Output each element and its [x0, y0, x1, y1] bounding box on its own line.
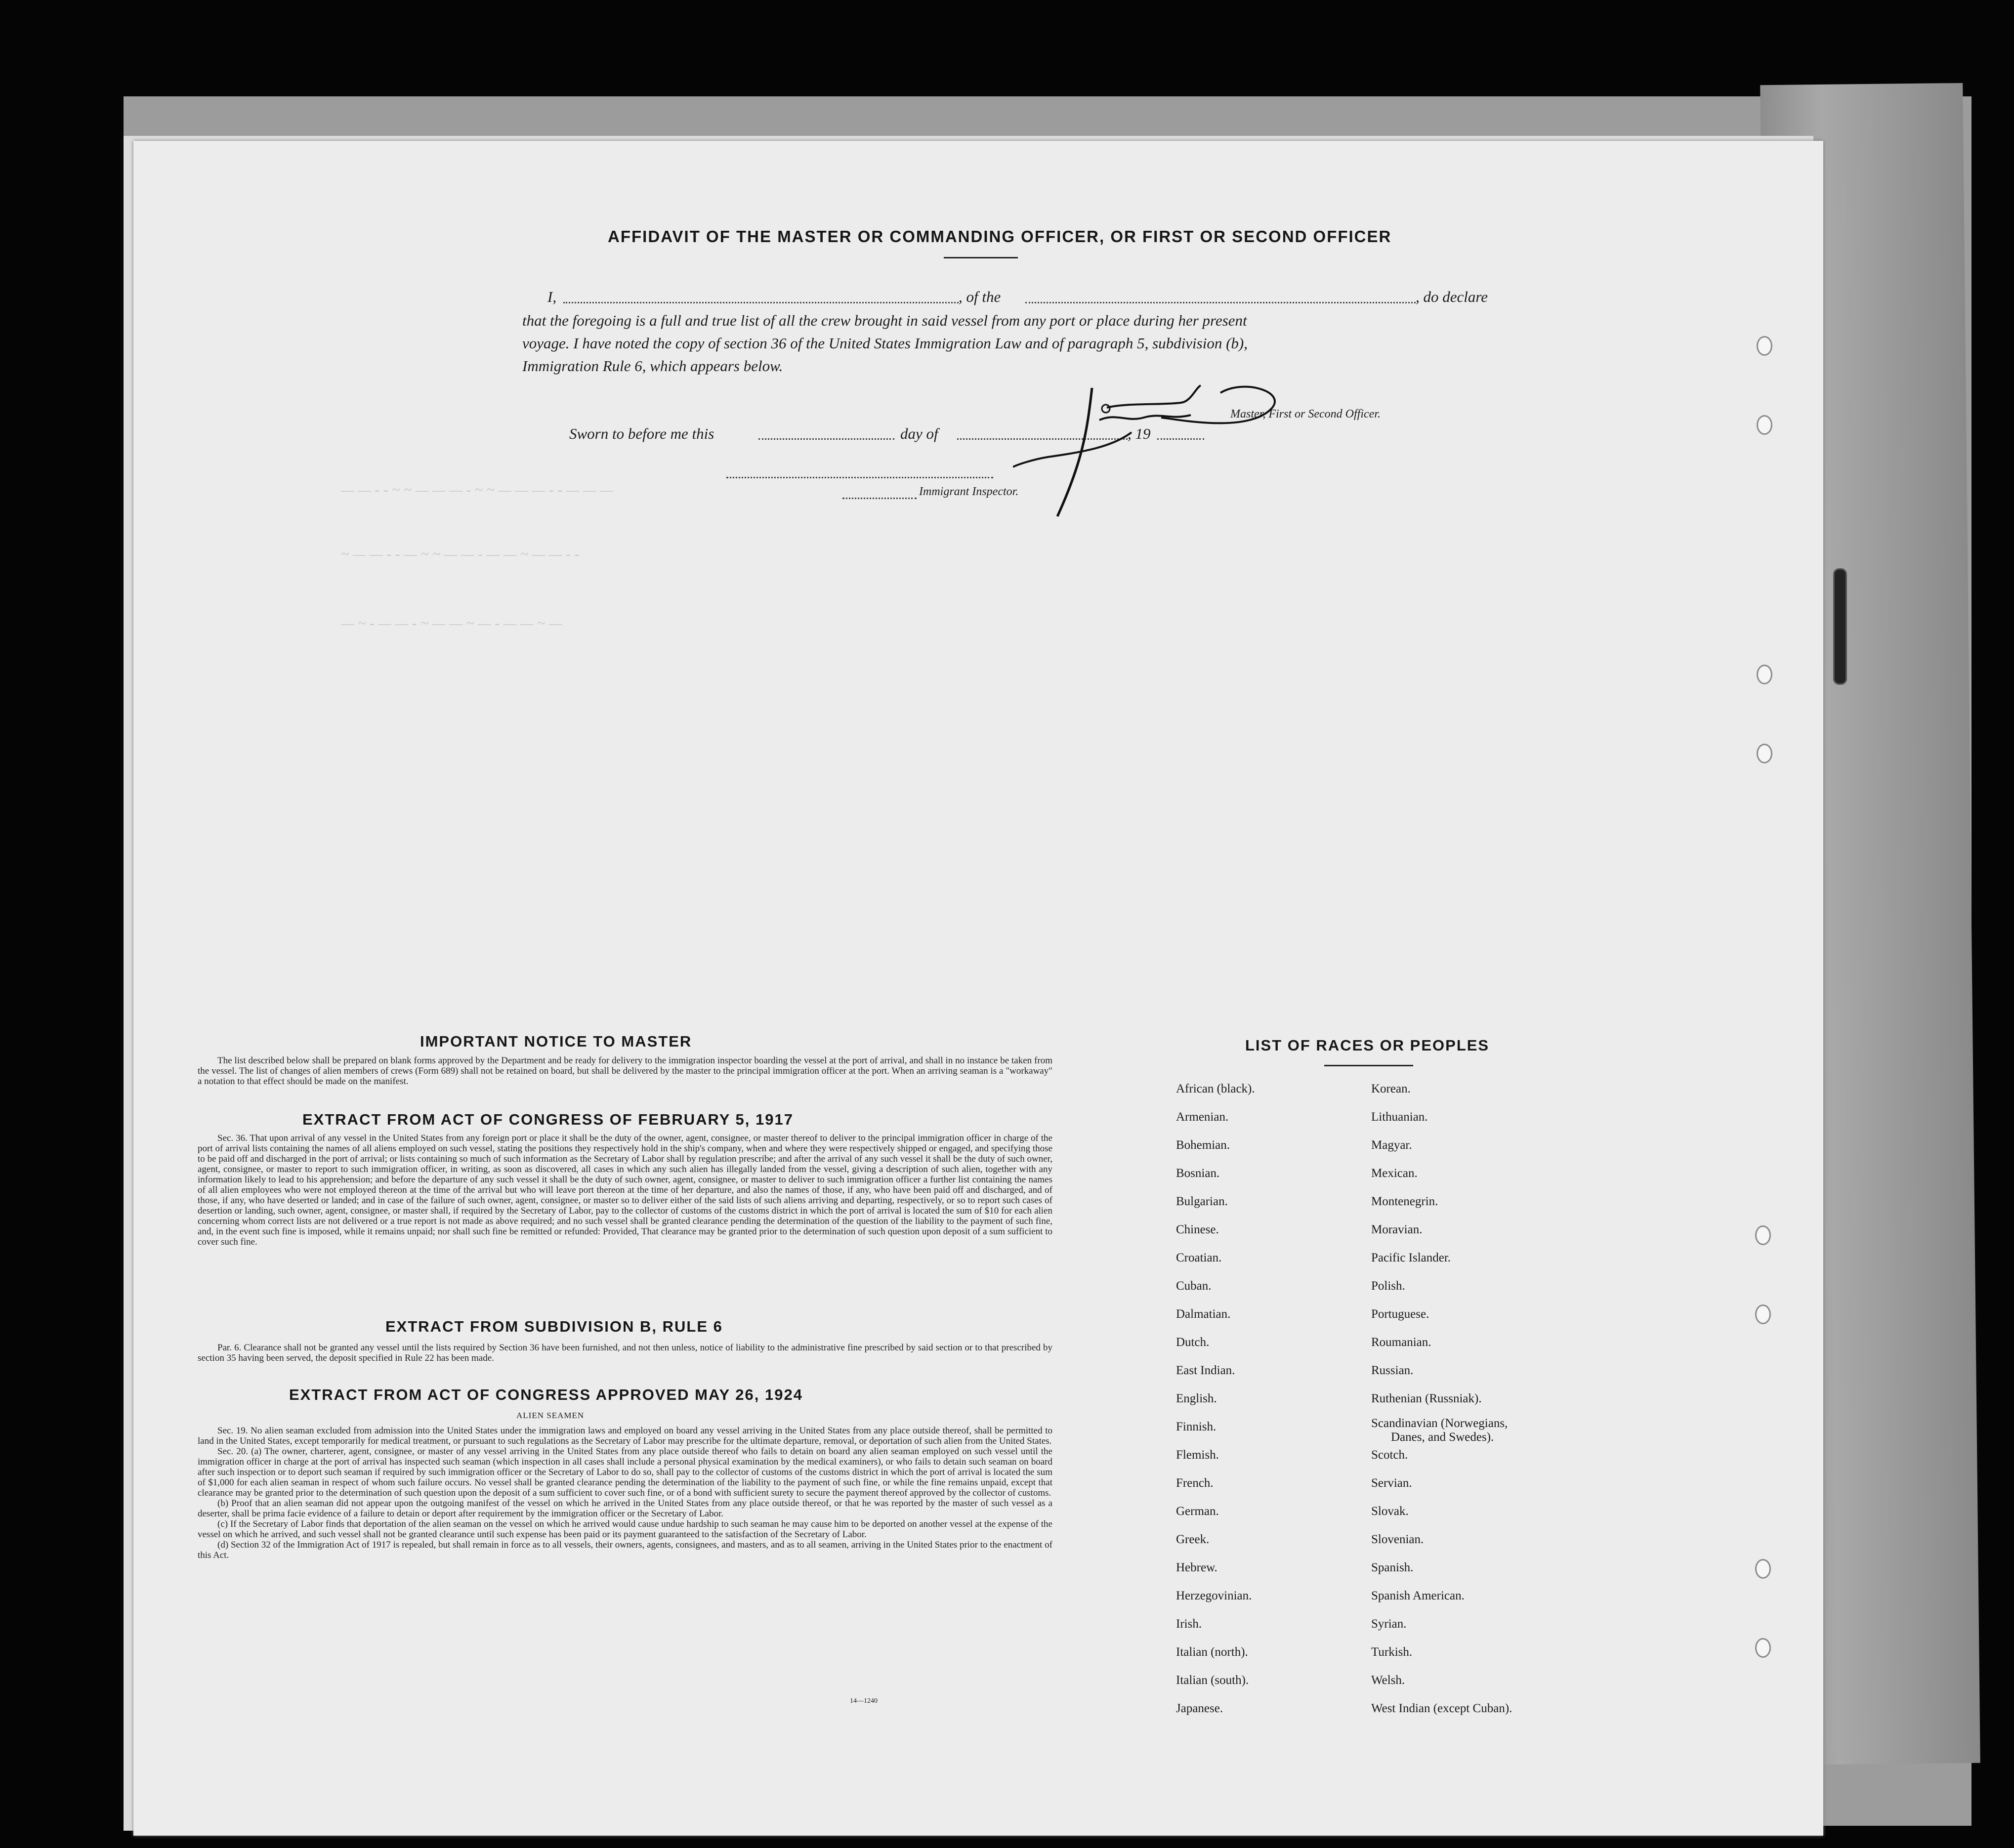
master-label: Master, First or Second Officer. — [1230, 408, 1381, 420]
race-left-item: Hebrew. — [1176, 1561, 1217, 1574]
race-left-item: Italian (south). — [1176, 1674, 1249, 1687]
notice-paragraph: The list described below shall be prepared on blank forms approved by the Department and be ready for delivery to the immigration inspector boarding the vessel at the port of arrival, and shall in no instance be taken from the vessel. The list of changes of alien members of crews (Form 689) shall not be retained on board, but shall be delivered by the master to the principal immigration officer at the port. When an arriving seaman is a "workaway" a notation to that effect should be made on the manifest. — [198, 1055, 1052, 1087]
affidavit-line-3: voyage. I have noted the copy of section 36 of the United States Immigration Law and of paragraph 5, subdivision (b), — [522, 335, 1248, 352]
binder-hole-icon — [1757, 744, 1772, 763]
binder-hole-icon — [1755, 1559, 1771, 1579]
extract-1917-paragraph: Sec. 36. That upon arrival of any vessel in the United States from any foreign port or place it shall be the duty of the owner, agent, consignee, or master thereof to deliver to the principal immigration officer in charge of the port of arrival lists containing the names of all aliens employed on such vessel, stating the positions they respectively hold in the ship's company, when and where they were respectively shipped or engaged, and specifying those to be paid off and discharged in the port of arrival; or lists containing so much of such information as the Secretary of Labor shall by regulation prescribe; and after the arrival of any such vessel it shall be the duty of such owner, agent, consignee, or master to report to such immigration officer, in writing, as soon as discovered, all cases in which any such alien has illegally landed from the vessel, giving a description of such alien, together with any information likely to lead to his apprehension; and before the departure of any such vessel it shall be the duty of such owner, agent, consignee, or master to deliver to such immigration officer a further list containing the names of all alien employees who were not employed thereon at the time of the arrival but who will leave port thereon at the time of her departure, and also the names of those, if any, who have been paid off and discharged, and of those, if any, who have deserted or landed; and in case of the failure of such owner, agent, consignee, or master so to deliver either of the said lists of such aliens arriving and departing, respectively, or so to report such cases of desertion or landing, such owner, agent, consignee, or master shall, if required by the Secretary of Labor, pay to the collector of customs of the customs district in which the port of arrival is located the sum of $10 for each alien concerning whom correct lists are not delivered or a true report is not made as above required; and no such vessel shall be granted clearance pending the determination of the question of the liability to the payment of such fine, and, in the event such fine is imposed, while it remains unpaid; nor shall such fine be remitted or refunded: Provided, That clearance may be granted prior to the determination of such question upon deposit of a sum sufficient to cover such fine. — [198, 1133, 1052, 1247]
notice-title: IMPORTANT NOTICE TO MASTER — [420, 1033, 692, 1050]
race-left-item: Chinese. — [1176, 1223, 1219, 1236]
affidavit-declare: , do declare — [1416, 288, 1488, 305]
race-left-item: Dutch. — [1176, 1336, 1210, 1349]
rule6-text — [198, 1343, 1052, 1377]
affidavit-of-the: , of the — [959, 288, 1001, 305]
race-right-item: Montenegrin. — [1371, 1195, 1438, 1208]
sec-20d-paragraph: (d) Section 32 of the Immigration Act of 1917 is repealed, but shall remain in force as to all vessels, their owners, agents, consignees, and masters, and as to all seamen, arriving in the United States prior to the enactment of this Act. — [198, 1540, 1052, 1560]
binder-hole-icon — [1755, 1638, 1771, 1658]
extract-1917-text — [198, 1133, 1052, 1309]
race-right-item: Polish. — [1371, 1279, 1405, 1293]
races-title-rule — [1324, 1065, 1413, 1066]
race-right-item: Spanish. — [1371, 1561, 1414, 1574]
race-right-item: Syrian. — [1371, 1617, 1407, 1631]
binder-hole-icon — [1757, 336, 1772, 356]
race-left-item: East Indian. — [1176, 1364, 1235, 1377]
handwritten-signature-icon — [1013, 373, 1300, 521]
race-right-item: Moravian. — [1371, 1223, 1423, 1236]
extract-1924-title: EXTRACT FROM ACT OF CONGRESS APPROVED MAY 26, 1924 — [289, 1386, 803, 1403]
race-left-item: African (black). — [1176, 1082, 1255, 1095]
race-left-item: French. — [1176, 1476, 1214, 1490]
form-number: 14—1240 — [850, 1697, 878, 1705]
race-left-item: English. — [1176, 1392, 1217, 1405]
race-left-item: Cuban. — [1176, 1279, 1212, 1293]
race-right-item: Welsh. — [1371, 1674, 1405, 1687]
race-left-item: Bohemian. — [1176, 1138, 1230, 1152]
race-left-item: Flemish. — [1176, 1448, 1219, 1462]
race-left-item: Japanese. — [1176, 1702, 1223, 1715]
race-left-item: Irish. — [1176, 1617, 1202, 1631]
sworn-day-blank[interactable] — [758, 438, 894, 440]
binder-hole-icon — [1757, 665, 1772, 684]
sec-19-paragraph: Sec. 19. No alien seaman excluded from admission into the United States under the immigration laws and employed on board any vessel arriving in the United States from any place outside thereof, shall be permitted to land in the United States, except temporarily for medical treatment, or pursuant to such regulations as the Secretary of Labor may prescribe for the ultimate departure, removal, or deportation of such alien from the United States. — [198, 1426, 1052, 1446]
affidavit-i: I, — [547, 288, 557, 305]
notice-text — [198, 1055, 1052, 1102]
race-right-item: Portuguese. — [1371, 1307, 1429, 1321]
bleed-through-text: — — - - ~ ~ — — — - ~ ~ — — — - - — — — — [341, 482, 613, 498]
day-of-label: day of — [900, 425, 938, 442]
title-rule — [944, 257, 1018, 258]
binder-hole-icon — [1757, 415, 1772, 435]
sec-20a-paragraph: Sec. 20. (a) The owner, charterer, agent, consignee, or master of any vessel arriving in the United States from any place outside thereof who fails to detain on board any alien seaman employed on such vessel until the immigration officer in charge at the port of arrival has inspected such seaman (which inspection in all cases shall include a personal physical examination by the medical examiners), or who fails to detain such seaman on board after such inspection or to deport such seaman if required by such immigration officer or the Secretary of Labor to do so, shall pay to the collector of customs of the customs district in which the port of arrival is located the sum of $1,000 for each alien seaman in respect of whom such failure occurs. No vessel shall be granted clearance pending the determination of the liability to the payment of such fine, or while the fine remains unpaid, except that clearance may be granted prior to the determination of such question upon the deposit of a sum sufficient to cover such fine, or of a bond with sufficient surety to secure the payment thereof approved by the collector of customs. — [198, 1446, 1052, 1498]
extract-1917-title: EXTRACT FROM ACT OF CONGRESS OF FEBRUARY 5, 1917 — [302, 1111, 794, 1128]
races-title: LIST OF RACES OR PEOPLES — [1245, 1037, 1490, 1054]
race-right-item: Spanish American. — [1371, 1589, 1465, 1602]
affidavit-line-2: that the foregoing is a full and true list of all the crew brought in said vessel from any port or place during her present — [522, 312, 1247, 329]
binding-clip-icon — [1833, 568, 1847, 685]
race-right-item: Scotch. — [1371, 1448, 1408, 1462]
race-right-item: Slovenian. — [1371, 1533, 1424, 1546]
race-right-item: Turkish. — [1371, 1645, 1413, 1659]
race-right-item: Servian. — [1371, 1476, 1412, 1490]
sec-20b-paragraph: (b) Proof that an alien seaman did not appear upon the outgoing manifest of the vessel on which he arrived in the United States from any place outside thereof, or that he was reported by the master of such vessel as a deserter, shall be prima facie evidence of a failure to detain or deport after requirement by the immigration officer or the Secretary of Labor. — [198, 1498, 1052, 1519]
race-right-item: Pacific Islander. — [1371, 1251, 1451, 1264]
race-left-item: Herzegovinian. — [1176, 1589, 1252, 1602]
race-right-item: Russian. — [1371, 1364, 1414, 1377]
sworn-label: Sworn to before me this — [569, 425, 714, 442]
race-right-item: Lithuanian. — [1371, 1110, 1428, 1124]
race-right-item: Slovak. — [1371, 1505, 1409, 1518]
bleed-through-text: ~ — — - - — ~ ~ — — - — — ~ — — - - — [341, 546, 580, 562]
race-left-item: Bosnian. — [1176, 1167, 1220, 1180]
affidavit-title: AFFIDAVIT OF THE MASTER OR COMMANDING OFFICER, OR FIRST OR SECOND OFFICER — [608, 227, 1392, 246]
bleed-through-text: — ~ - — — - ~ — — ~ — - — — ~ — — [341, 615, 562, 631]
race-right-item: Mexican. — [1371, 1167, 1418, 1180]
race-left-item: Finnish. — [1176, 1420, 1217, 1433]
race-right-item: Scandinavian (Norwegians, — [1371, 1417, 1508, 1430]
rule6-paragraph: Par. 6. Clearance shall not be granted any vessel until the lists required by Section 36 have been furnished, and not then unless, notice of liability to the administrative fine prescribed by said section or to that prescribed by section 35 having been served, the deposit specified in Rule 22 has been made. — [198, 1343, 1052, 1363]
inspector-signature-blank[interactable] — [726, 477, 993, 478]
rule6-title: EXTRACT FROM SUBDIVISION B, RULE 6 — [385, 1318, 723, 1335]
binder-hole-icon — [1755, 1304, 1771, 1324]
race-left-item: German. — [1176, 1505, 1219, 1518]
race-right-item: Magyar. — [1371, 1138, 1412, 1152]
affidavit-line-4: Immigration Rule 6, which appears below. — [522, 357, 783, 375]
race-left-item: Armenian. — [1176, 1110, 1229, 1124]
race-left-item: Dalmatian. — [1176, 1307, 1231, 1321]
sec-20c-paragraph: (c) If the Secretary of Labor finds that deportation of the alien seaman on the vessel on which he arrived would cause undue hardship to such seaman he may cause him to be deported on another vessel at the expense of the vessel on which he arrived, and such vessel shall not be granted clearance until such expense has been paid or its payment guaranteed to the satisfaction of the Secretary of Labor. — [198, 1519, 1052, 1540]
race-left-item: Italian (north). — [1176, 1645, 1248, 1659]
race-right-item: Korean. — [1371, 1082, 1411, 1095]
binder-hole-icon — [1755, 1225, 1771, 1245]
inspector-label: Immigrant Inspector. — [919, 485, 1019, 498]
form-page — [133, 141, 1823, 1836]
vessel-blank[interactable] — [1025, 302, 1416, 303]
extract-1924-text — [198, 1426, 1052, 1707]
race-right-item: Ruthenian (Russniak). — [1371, 1392, 1482, 1405]
race-left-item: Bulgarian. — [1176, 1195, 1228, 1208]
alien-seamen-subtitle: ALIEN SEAMEN — [516, 1411, 585, 1420]
race-right-item: West Indian (except Cuban). — [1371, 1702, 1512, 1715]
year-label: , 19 — [1128, 425, 1151, 442]
race-right-item-continued: Danes, and Swedes). — [1391, 1430, 1494, 1444]
inspector-name-blank[interactable] — [842, 498, 917, 499]
race-left-item: Croatian. — [1176, 1251, 1222, 1264]
race-right-item: Roumanian. — [1371, 1336, 1431, 1349]
name-blank[interactable] — [563, 302, 959, 303]
race-left-item: Greek. — [1176, 1533, 1210, 1546]
